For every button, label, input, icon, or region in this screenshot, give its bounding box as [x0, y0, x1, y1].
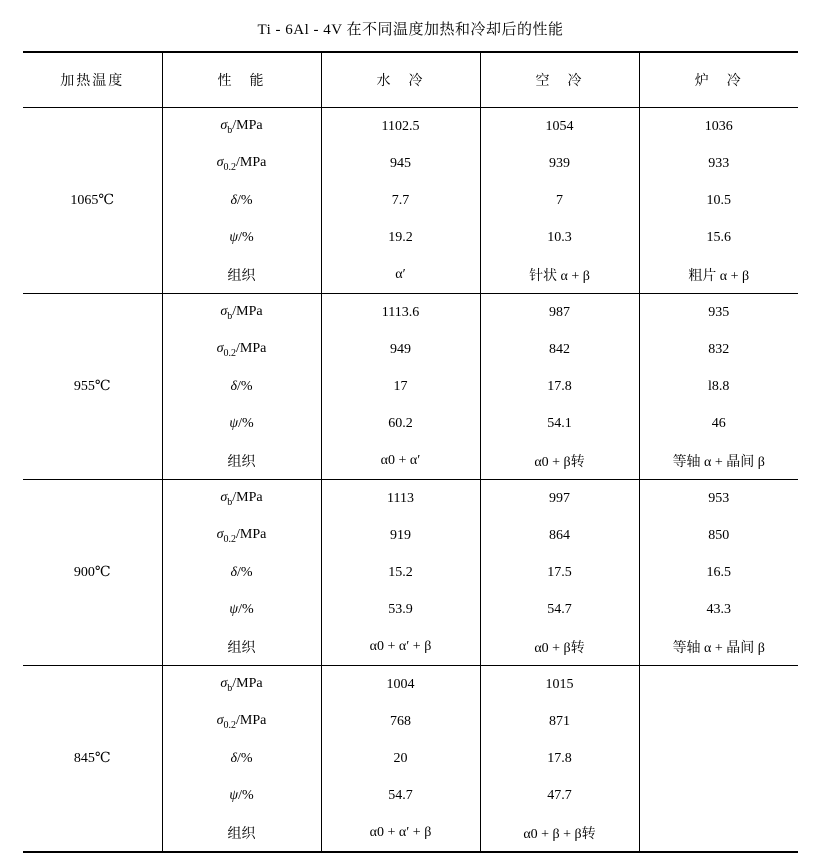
table-row — [23, 294, 798, 332]
property-symbol: σ — [216, 340, 224, 356]
cell-furnace: 16.5 — [639, 554, 798, 591]
cell-air: α0 + β + β转 — [480, 814, 639, 851]
cell-water: α0 + α′ + β — [321, 628, 480, 666]
property-symbol: δ — [230, 750, 237, 766]
cell-water: α0 + α′ + β — [321, 814, 480, 851]
property-symbol: ψ — [229, 415, 239, 431]
cell-property — [162, 108, 321, 146]
cell-property — [162, 405, 321, 442]
property-symbol: σ — [220, 117, 228, 133]
cell-furnace: 15.6 — [639, 219, 798, 256]
property-symbol: δ — [230, 192, 237, 208]
col-header-temperature: 加热温度 — [23, 52, 162, 108]
property-unit: /% — [236, 564, 253, 580]
cell-furnace: 953 — [639, 480, 798, 518]
property-symbol: σ — [216, 526, 224, 542]
col-header-air-cooling: 空 冷 — [480, 52, 639, 108]
cell-furnace: 10.5 — [639, 182, 798, 219]
property-symbol: ψ — [229, 601, 239, 617]
property-symbol: δ — [230, 378, 237, 394]
cell-property — [162, 480, 321, 518]
cell-property — [162, 182, 321, 219]
cell-air: 864 — [480, 517, 639, 554]
cell-furnace: 43.3 — [639, 591, 798, 628]
cell-air: 10.3 — [480, 219, 639, 256]
property-subscript: b — [227, 310, 233, 322]
cell-water: 1113.6 — [321, 294, 480, 332]
cell-water: 919 — [321, 517, 480, 554]
property-unit: /% — [238, 601, 254, 617]
cell-property: 组织 — [162, 814, 321, 851]
cell-water: α0 + α′ — [321, 442, 480, 480]
cell-temperature: 1065℃ — [23, 108, 162, 294]
cell-air: 997 — [480, 480, 639, 518]
cell-water: 15.2 — [321, 554, 480, 591]
properties-table — [23, 51, 798, 851]
col-header-furnace-cooling: 炉 冷 — [639, 52, 798, 108]
cell-furnace: 832 — [639, 331, 798, 368]
property-unit: /% — [238, 415, 254, 431]
cell-water: 60.2 — [321, 405, 480, 442]
cell-water: α′ — [321, 256, 480, 294]
cell-air: 针状 α + β — [480, 256, 639, 294]
cell-property — [162, 777, 321, 814]
cell-furnace — [639, 814, 798, 851]
cell-furnace: 46 — [639, 405, 798, 442]
cell-water: 949 — [321, 331, 480, 368]
property-unit: /MPa — [236, 340, 267, 356]
property-subscript: 0.2 — [223, 719, 237, 731]
cell-furnace: 850 — [639, 517, 798, 554]
cell-air: 1015 — [480, 666, 639, 704]
col-header-property: 性 能 — [162, 52, 321, 108]
property-unit: /MPa — [232, 489, 263, 505]
property-symbol: σ — [220, 303, 228, 319]
cell-water: 768 — [321, 703, 480, 740]
property-subscript: b — [227, 124, 233, 136]
cell-air: 17.5 — [480, 554, 639, 591]
header-row — [23, 52, 798, 108]
cell-water: 19.2 — [321, 219, 480, 256]
property-unit: /MPa — [232, 675, 263, 691]
property-unit: /% — [238, 229, 254, 245]
table-body — [23, 108, 798, 852]
col-header-water-cooling: 水 冷 — [321, 52, 480, 108]
cell-property — [162, 219, 321, 256]
cell-air: 47.7 — [480, 777, 639, 814]
cell-water: 17 — [321, 368, 480, 405]
cell-air: 17.8 — [480, 740, 639, 777]
cell-property — [162, 517, 321, 554]
cell-property — [162, 331, 321, 368]
cell-water: 7.7 — [321, 182, 480, 219]
cell-furnace: l8.8 — [639, 368, 798, 405]
cell-furnace — [639, 666, 798, 704]
cell-temperature: 955℃ — [23, 294, 162, 480]
property-symbol: δ — [230, 564, 237, 580]
cell-property — [162, 666, 321, 704]
table-row — [23, 666, 798, 704]
cell-property — [162, 554, 321, 591]
property-symbol: σ — [216, 712, 224, 728]
table-row — [23, 108, 798, 146]
property-subscript: 0.2 — [223, 161, 237, 173]
cell-furnace: 等轴 α + 晶间 β — [639, 628, 798, 666]
cell-property — [162, 740, 321, 777]
property-symbol: σ — [220, 675, 228, 691]
cell-air: 939 — [480, 145, 639, 182]
property-symbol: σ — [216, 154, 224, 170]
cell-property — [162, 591, 321, 628]
cell-water: 1004 — [321, 666, 480, 704]
property-subscript: b — [227, 682, 233, 694]
property-unit: /MPa — [236, 712, 267, 728]
cell-water: 1102.5 — [321, 108, 480, 146]
property-symbol: ψ — [229, 229, 239, 245]
property-unit: /MPa — [232, 117, 263, 133]
cell-temperature: 900℃ — [23, 480, 162, 666]
cell-air: 1054 — [480, 108, 639, 146]
cell-water: 53.9 — [321, 591, 480, 628]
cell-temperature: 845℃ — [23, 666, 162, 852]
property-symbol: σ — [220, 489, 228, 505]
property-unit: /MPa — [232, 303, 263, 319]
cell-property — [162, 368, 321, 405]
cell-property — [162, 145, 321, 182]
cell-furnace — [639, 740, 798, 777]
property-symbol: ψ — [229, 787, 239, 803]
property-unit: /MPa — [236, 154, 267, 170]
cell-air: 7 — [480, 182, 639, 219]
property-subscript: 0.2 — [223, 533, 237, 545]
property-subscript: 0.2 — [223, 347, 237, 359]
cell-furnace: 粗片 α + β — [639, 256, 798, 294]
cell-furnace — [639, 777, 798, 814]
cell-property: 组织 — [162, 442, 321, 480]
table-header — [23, 52, 798, 108]
cell-air: 54.7 — [480, 591, 639, 628]
table-row — [23, 480, 798, 518]
cell-property: 组织 — [162, 628, 321, 666]
cell-property: 组织 — [162, 256, 321, 294]
property-unit: /% — [236, 192, 253, 208]
cell-property — [162, 703, 321, 740]
cell-water: 54.7 — [321, 777, 480, 814]
cell-air: α0 + β转 — [480, 442, 639, 480]
table-caption: Ti - 6Al - 4V 在不同温度加热和冷却后的性能 — [257, 22, 564, 38]
cell-air: 987 — [480, 294, 639, 332]
property-unit: /MPa — [236, 526, 267, 542]
property-unit: /% — [238, 787, 254, 803]
cell-water: 20 — [321, 740, 480, 777]
cell-furnace: 等轴 α + 晶间 β — [639, 442, 798, 480]
cell-air: 842 — [480, 331, 639, 368]
cell-furnace — [639, 703, 798, 740]
cell-furnace: 1036 — [639, 108, 798, 146]
cell-water: 945 — [321, 145, 480, 182]
property-unit: /% — [236, 750, 253, 766]
cell-property — [162, 294, 321, 332]
cell-air: 54.1 — [480, 405, 639, 442]
cell-air: 17.8 — [480, 368, 639, 405]
cell-furnace: 933 — [639, 145, 798, 182]
cell-water: 1113 — [321, 480, 480, 518]
cell-air: 871 — [480, 703, 639, 740]
property-unit: /% — [236, 378, 253, 394]
cell-furnace: 935 — [639, 294, 798, 332]
property-subscript: b — [227, 496, 233, 508]
cell-air: α0 + β转 — [480, 628, 639, 666]
